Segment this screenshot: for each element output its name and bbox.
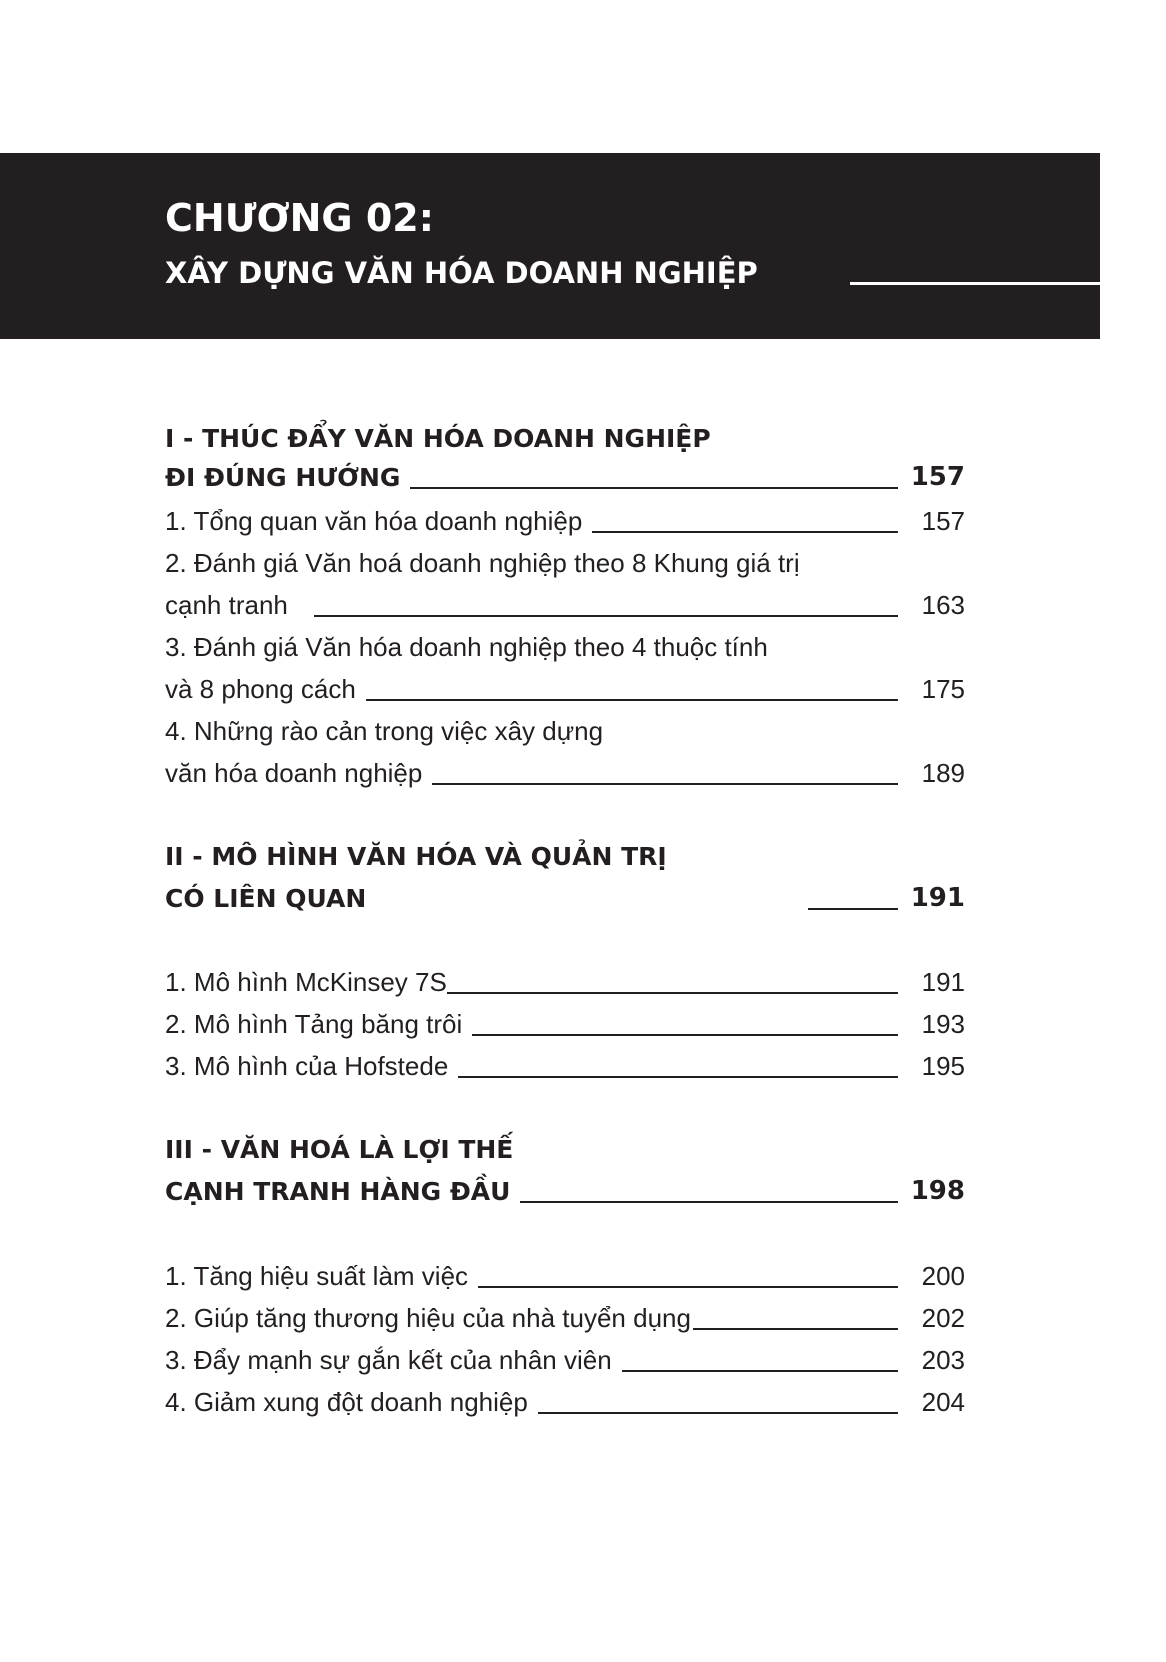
section-heading bbox=[165, 1129, 965, 1169]
entry-text: 1. Tăng hiệu suất làm việc bbox=[165, 1260, 469, 1291]
leader-line bbox=[478, 1286, 898, 1288]
toc-entry[interactable] bbox=[165, 501, 965, 541]
page-number: 203 bbox=[921, 1344, 965, 1375]
toc-entry-line bbox=[165, 711, 965, 751]
entry-text: 3. Mô hình của Hofstede bbox=[165, 1050, 449, 1081]
section-heading-text: CẠNH TRANH HÀNG ĐẦU bbox=[165, 1176, 511, 1206]
toc-entry[interactable] bbox=[165, 878, 965, 918]
toc-entry[interactable] bbox=[165, 1004, 965, 1044]
section-heading bbox=[165, 836, 965, 876]
page-number: 163 bbox=[921, 589, 965, 620]
entry-text: 4. Những rào cản trong việc xây dựng bbox=[165, 715, 604, 746]
page-number: 191 bbox=[921, 966, 965, 997]
page-number: 175 bbox=[921, 673, 965, 704]
page-number: 157 bbox=[921, 505, 965, 536]
entry-text: 2. Giúp tăng thương hiệu của nhà tuyển dụng bbox=[165, 1302, 691, 1333]
leader-line bbox=[592, 531, 898, 533]
chapter-title: XÂY DỰNG VĂN HÓA DOANH NGHIỆP bbox=[165, 256, 758, 290]
toc-entry[interactable] bbox=[165, 669, 965, 709]
leader-line bbox=[314, 615, 898, 617]
toc-entry[interactable] bbox=[165, 1382, 965, 1422]
entry-text: và 8 phong cách bbox=[165, 673, 356, 704]
leader-line bbox=[622, 1370, 898, 1372]
toc-entry-line bbox=[165, 543, 965, 583]
page-number: 202 bbox=[921, 1302, 965, 1333]
leader-line bbox=[447, 992, 898, 994]
page-number: 204 bbox=[921, 1386, 965, 1417]
entry-text: 3. Đẩy mạnh sự gắn kết của nhân viên bbox=[165, 1344, 612, 1375]
page-number: 195 bbox=[921, 1050, 965, 1081]
chapter-header-band bbox=[0, 153, 1100, 339]
leader-line bbox=[693, 1328, 898, 1330]
leader-line bbox=[432, 783, 898, 785]
page-number: 157 bbox=[910, 462, 965, 492]
leader-line bbox=[472, 1034, 898, 1036]
toc-entry[interactable] bbox=[165, 585, 965, 625]
chapter-number: CHƯƠNG 02: bbox=[165, 196, 434, 240]
leader-line bbox=[458, 1076, 898, 1078]
page-number: 193 bbox=[921, 1008, 965, 1039]
toc-entry[interactable] bbox=[165, 1298, 965, 1338]
section-heading-text: ĐI ĐÚNG HƯỚNG bbox=[165, 462, 401, 492]
leader-line bbox=[808, 908, 898, 910]
section-heading-text: I - THÚC ĐẨY VĂN HÓA DOANH NGHIỆP bbox=[165, 423, 711, 453]
toc-entry[interactable] bbox=[165, 457, 965, 497]
entry-text: 4. Giảm xung đột doanh nghiệp bbox=[165, 1386, 528, 1417]
entry-text: cạnh tranh bbox=[165, 589, 288, 620]
section-heading-text: III - VĂN HOÁ LÀ LỢI THẾ bbox=[165, 1134, 514, 1164]
entry-text: văn hóa doanh nghiệp bbox=[165, 757, 423, 788]
entry-text: 2. Mô hình Tảng băng trôi bbox=[165, 1008, 463, 1039]
entry-text: 3. Đánh giá Văn hóa doanh nghiệp theo 4 thuộc tính bbox=[165, 631, 768, 662]
entry-text: 1. Tổng quan văn hóa doanh nghiệp bbox=[165, 505, 583, 536]
leader-line bbox=[366, 699, 898, 701]
toc-entry[interactable] bbox=[165, 1046, 965, 1086]
section-heading-text: II - MÔ HÌNH VĂN HÓA VÀ QUẢN TRỊ bbox=[165, 841, 667, 871]
toc-entry[interactable] bbox=[165, 1256, 965, 1296]
leader-line bbox=[410, 487, 898, 489]
toc-entry-line bbox=[165, 627, 965, 667]
toc-entry[interactable] bbox=[165, 1171, 965, 1211]
page-number: 191 bbox=[910, 883, 965, 913]
page-number: 189 bbox=[921, 757, 965, 788]
leader-line bbox=[520, 1201, 898, 1203]
toc-entry[interactable] bbox=[165, 753, 965, 793]
entry-text: 2. Đánh giá Văn hoá doanh nghiệp theo 8 Khung giá trị bbox=[165, 547, 800, 578]
toc-entry[interactable] bbox=[165, 962, 965, 1002]
page-number: 200 bbox=[921, 1260, 965, 1291]
leader-line bbox=[538, 1412, 898, 1414]
toc-entry[interactable] bbox=[165, 1340, 965, 1380]
header-rule bbox=[850, 282, 1100, 285]
section-heading bbox=[165, 418, 965, 458]
entry-text: 1. Mô hình McKinsey 7S bbox=[165, 966, 447, 997]
page-number: 198 bbox=[910, 1176, 965, 1206]
section-heading-text: CÓ LIÊN QUAN bbox=[165, 883, 367, 913]
